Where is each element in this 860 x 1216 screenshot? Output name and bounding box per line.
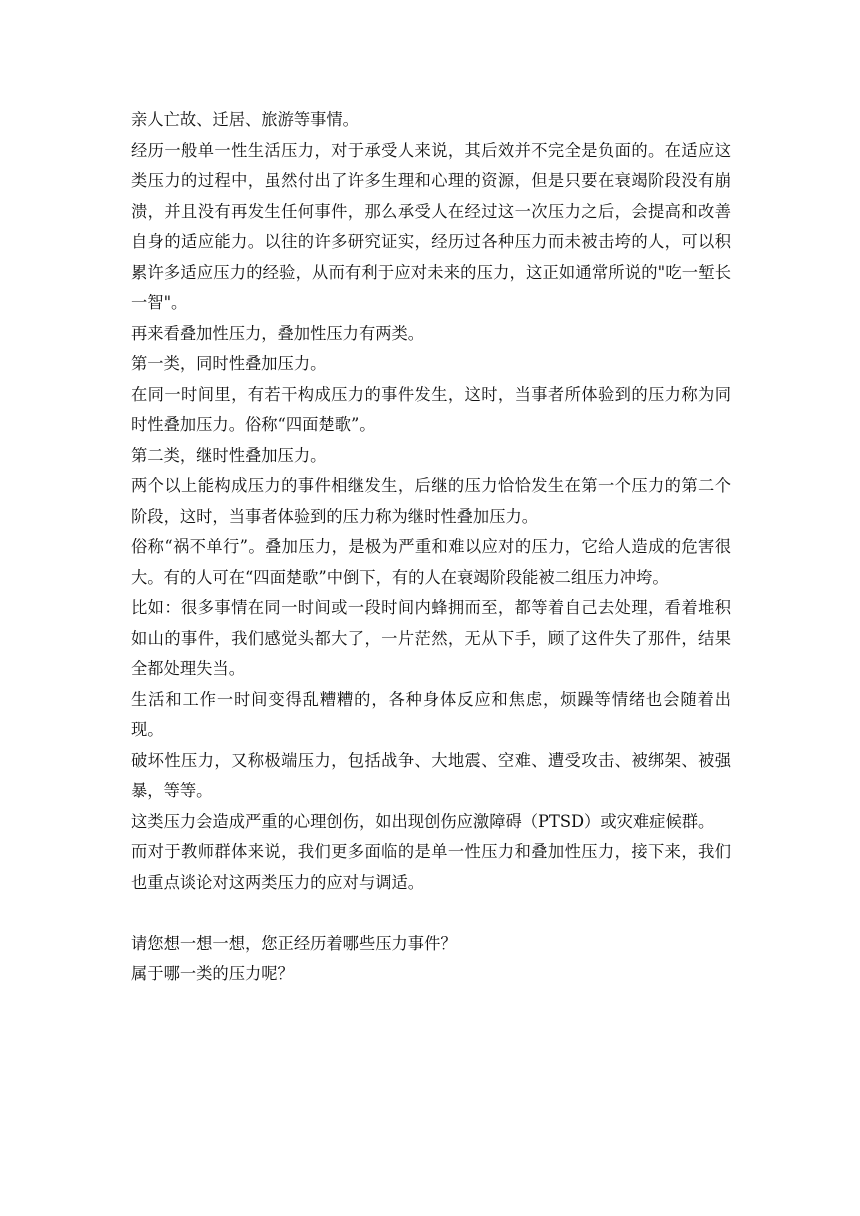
- paragraph-8: 俗称“祸不单行”。叠加压力，是极为严重和难以应对的压力，它给人造成的危害很大。有的人可在“四面楚歌”中倒下，有的人在衰竭阶段能被二组压力冲垮。: [131, 537, 731, 587]
- paragraph-5: 在同一时间里，有若干构成压力的事件发生，这时，当事者所体验到的压力称为同时性叠加压力。俗称“四面楚歌”。: [131, 384, 731, 434]
- blank-line: [131, 898, 731, 929]
- paragraph-11: 破坏性压力，又称极端压力，包括战争、大地震、空难、遭受攻击、被绑架、被强暴，等等。: [131, 750, 731, 800]
- document-body: [131, 105, 731, 990]
- paragraph-3: 再来看叠加性压力，叠加性压力有两类。: [131, 323, 425, 343]
- paragraph-12: 这类压力会造成严重的心理创伤，如出现创伤应激障碍（PTSD）或灾难症候群。: [131, 811, 715, 831]
- paragraph-4: 第一类，同时性叠加压力。: [131, 354, 327, 373]
- paragraph-2: 经历一般单一性生活压力，对于承受人来说，其后效并不完全是负面的。在适应这类压力的过程中，虽然付出了许多生理和心理的资源，但是只要在衰竭阶段没有崩溃，并且没有再发生任何事件，那么承受人在经过这一次压力之后，会提高和改善自身的适应能力。以往的许多研究证实，经历过各种压力而未被击垮的人，可以积累许多适应压力的经验，从而有利于应对未来的压力，这正如通常所说的"吃一堑长一智"。: [131, 140, 731, 312]
- question-1: 请您想一想一想，您正经历着哪些压力事件？: [131, 933, 457, 953]
- paragraph-10: 生活和工作一时间变得乱糟糟的，各种身体反应和焦虑，烦躁等情绪也会随着出现。: [131, 689, 731, 739]
- paragraph-9: 比如：很多事情在同一时间或一段时间内蜂拥而至，都等着自己去处理，看着堆积如山的事件，我们感觉头都大了，一片茫然，无从下手，顾了这件失了那件，结果全都处理失当。: [131, 598, 731, 678]
- paragraph-6: 第二类，继时性叠加压力。: [131, 445, 327, 465]
- paragraph-13: 而对于教师群体来说，我们更多面临的是单一性压力和叠加性压力，接下来，我们也重点谈论对这两类压力的应对与调适。: [131, 842, 731, 892]
- paragraph-7: 两个以上能构成压力的事件相继发生，后继的压力恰恰发生在第一个压力的第二个阶段，这时，当事者体验到的压力称为继时性叠加压力。: [131, 476, 731, 526]
- paragraph-1: 亲人亡故、迁居、旅游等事情。: [131, 110, 359, 129]
- question-2: 属于哪一类的压力呢？: [131, 964, 294, 983]
